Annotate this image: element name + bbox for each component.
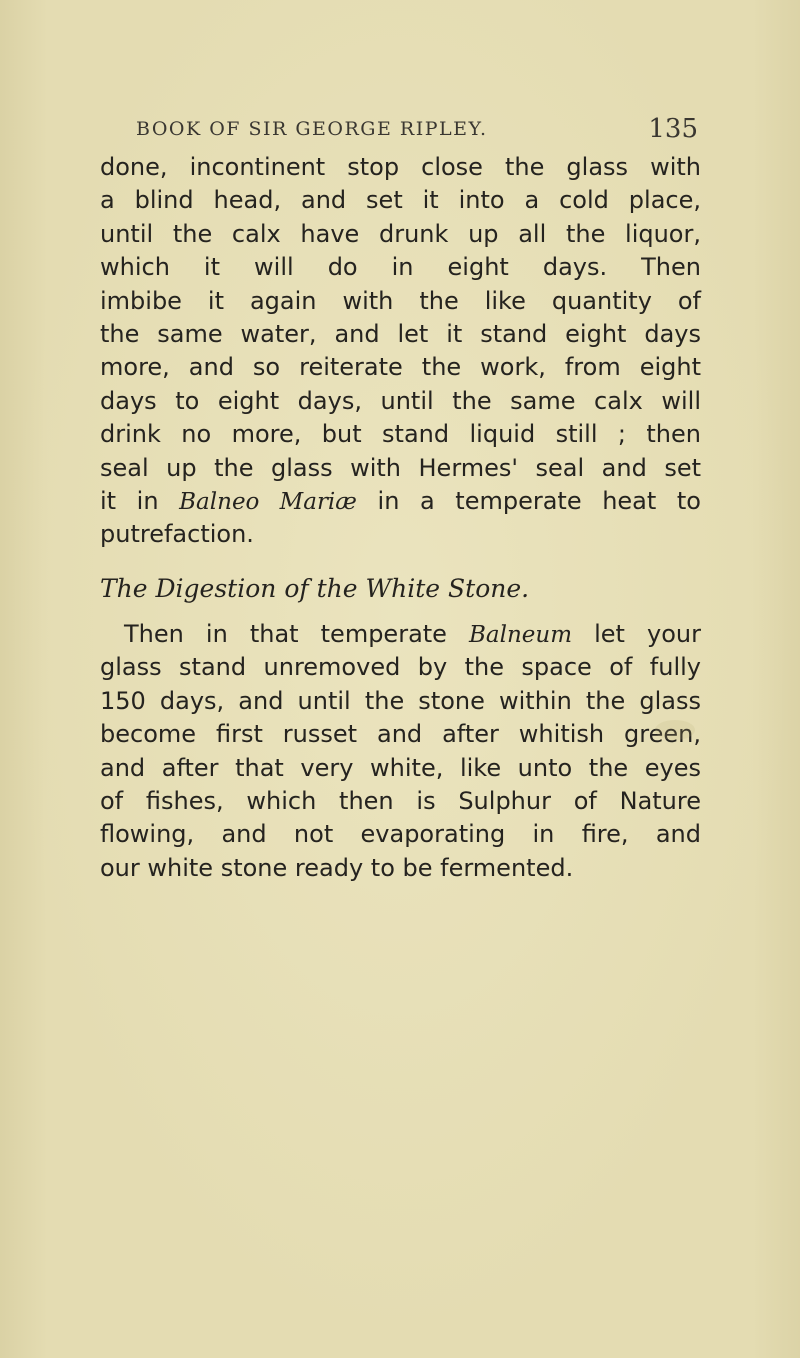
text-line: 150 days, and until the stone within the glass (100, 686, 701, 715)
text-line: drink no more, but stand liquid still ; then (100, 420, 701, 449)
body-text (100, 151, 701, 885)
paragraph-1 (100, 151, 701, 552)
text-line: putrefaction. (100, 520, 254, 549)
page-number: 135 (648, 114, 698, 144)
text-line: of fishes, which then is Sulphur of Nature (100, 787, 701, 816)
text-line: the same water, and let it stand eight days (100, 319, 701, 348)
italic-term: Balneo Mariæ (179, 488, 357, 515)
text-fragment: in a temperate heat to (356, 486, 701, 515)
text-line: and after that very white, like unto the eyes (100, 753, 701, 782)
text-line: which it will do in eight days. Then (100, 253, 701, 282)
text-fragment: let your (572, 620, 701, 649)
text-line: a blind head, and set it into a cold place, (100, 186, 701, 215)
text-line: seal up the glass with Hermes' seal and set (100, 453, 701, 482)
text-fragment: Then in that temperate (124, 620, 470, 649)
paper-smudge (655, 720, 695, 740)
running-head (122, 112, 700, 152)
section-heading: The Digestion of the White Stone. (100, 573, 530, 603)
text-line: done, incontinent stop close the glass with (100, 153, 701, 181)
text-line: become first russet and after whitish green, (100, 720, 701, 749)
text-line: more, and so reiterate the work, from eight (100, 353, 701, 382)
text-line: flowing, and not evaporating in fire, and (100, 820, 701, 849)
running-title: BOOK OF SIR GEORGE RIPLEY. (136, 118, 488, 140)
text-line (100, 485, 701, 518)
paragraph-2 (100, 618, 701, 885)
text-fragment: it in (100, 486, 180, 515)
text-line: glass stand unremoved by the space of fully (100, 653, 701, 682)
text-line: our white stone ready to be fermented. (100, 853, 574, 882)
text-line: imbibe it again with the like quantity of (100, 286, 701, 315)
italic-term: Balneum (469, 622, 573, 649)
text-line: days to eight days, until the same calx will (100, 386, 701, 415)
text-line: until the calx have drunk up all the liquor, (100, 219, 701, 248)
text-line (100, 618, 701, 651)
